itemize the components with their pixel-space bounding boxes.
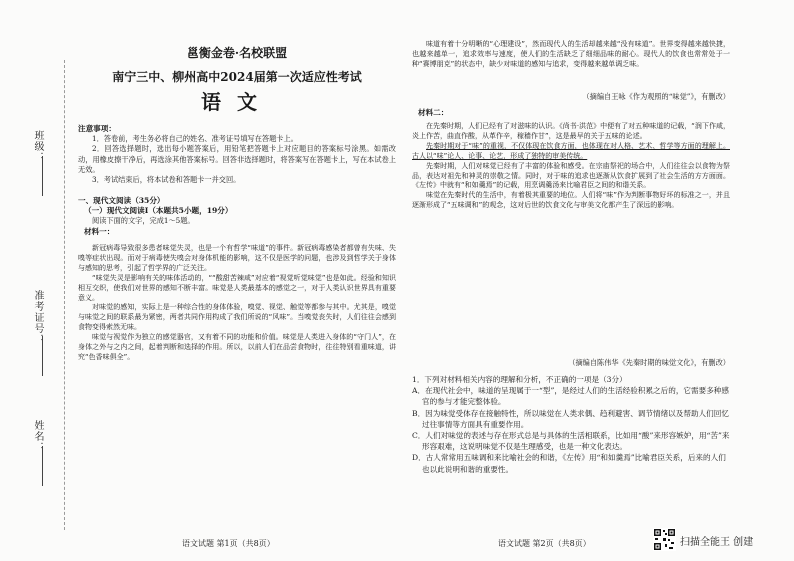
instruction-text: 阅读下面的文字，完成1～5题。 (92, 216, 195, 226)
alliance-title: 邕衡金卷·名校联盟 (186, 46, 288, 60)
option-b: B．因为味觉受体存在接触特性，所以味觉在人类求偶、趋利避害、调节情绪以及帮助人们回忆过往事情等方面具有重要作用。 (412, 408, 729, 429)
paragraph: 味觉在先秦时代的生活中，有着极其重要的地位。人们将“味”作为判断事物好坏的标准之一，并且逐渐形成了“五味调和”的观念，这对后世的饮食文化与审美文化都产生了深远的影响。 (412, 191, 730, 210)
intro-text (412, 40, 730, 70)
notice-item: 2．回答选择题时，选出每小题答案后，用铅笔把答题卡上对应题目的答案标号涂黑。如需改动，用橡皮擦干净后，再选涂其他答案标号。回答非选择题时，将答案写在答题卡上，写在本试卷上无效。 (78, 144, 396, 174)
class-line (42, 156, 43, 196)
paragraph: 先秦时期，人们对味觉已经有了丰富的体验和感受。在宗庙祭祀的场合中，人们往往会以食物为祭品，表达对祖先和神灵的崇敬之情。同时，对于味的追求也逐渐从饮食扩展到了社会生活的方方面面。《左传》中就有“和如羹焉”的记载，用烹调羹汤来比喻君臣之间的和谐关系。 (412, 161, 730, 190)
material-one-label: 材料一： (84, 226, 115, 236)
section-title: 一、现代文阅读（35分） (78, 196, 165, 205)
paragraph: 味觉与视觉作为独立的感觉器官，又有着不同的功能和价值。味觉是人类进入身体的“守门人”，在身体之外与之内之间，起着判断和选择的作用。所以，以前人们在品尝食物时，往往特别看重味道，讲究“色香味俱全”。 (78, 333, 396, 361)
option-a: A．在现代社会中，味道的呈现属于一“型”，是经过人们的生活经验积累之后的，它需要多种感官的参与才能完整体验。 (412, 386, 729, 407)
paragraph: 先秦时期对于“味”的重视，不仅体现在饮食方面，也体现在对人格、艺术、哲学等方面的理解上。古人以“味”论人、论事、论艺，形成了独特的审美传统。 (412, 141, 730, 160)
page-footer-right: 语文试题 第2页（共8页） (498, 539, 591, 548)
material-two-text (412, 122, 730, 211)
scanner-watermark: 扫描全能王 创建 (680, 537, 754, 548)
notice-item: 3．考试结束后，将本试卷和答题卡一并交回。 (92, 175, 241, 185)
name-line (42, 446, 43, 486)
class-label: 班级： (32, 130, 43, 163)
ticket-number-label: 准考证号： (32, 290, 43, 345)
material-two-source: （摘编自陈伟华《先秦时期的味觉文化》，有删改） (568, 358, 730, 367)
option-d: D．古人常常用五味调和来比喻社会的和谐，《左传》用“和如羹焉”比喻君臣关系，后来的人们也以此说明和谐的重要性。 (412, 453, 726, 474)
exam-title: 南宁三中、柳州高中2024届第一次适应性考试 (112, 70, 362, 84)
question-stem: 1．下列对材料相关内容的理解和分析，不正确的一项是（3分） (412, 375, 627, 384)
name-label: 姓名： (32, 420, 43, 453)
subsection-title: （一）现代文阅读Ⅰ（本题共5小题，19分） (84, 206, 233, 216)
notice-item: 1．答卷前，考生务必将自己的姓名、准考证号填写在答题卡上。 (92, 134, 298, 144)
ticket-number-line (42, 336, 43, 376)
intro-source: （摘编自王咏《作为观照的“味觉”》，有删改） (582, 92, 730, 101)
page-footer-left: 语文试题 第1页（共8页） (182, 539, 275, 548)
paragraph: 味道有着十分明晰的“心理建设”，然而现代人的生活却越来越“没有味道”。世界变得越来越快捷，也越来越单一，追求效率与速度，使人们的生活缺乏了细细品味的耐心。现代人的饮食也常常处于一种“赛博朋克”的状态中，缺少对味道的感知与追求，变得越来越单调乏味。 (412, 40, 730, 68)
subject-title: 语文 (201, 90, 273, 114)
paragraph: “味觉失灵是影响有关的味体活动的，““酸甜苦辣咸”对应着“视觉听觉味觉”也是如此。经验和知识相互交织，使我们对世界的感知不断丰富。味觉是人类最基本的感觉之一，对于人类认识世界具有重要意义。 (78, 273, 396, 302)
section-one (78, 196, 396, 237)
notice-section (78, 124, 396, 185)
qr-code-icon (653, 528, 676, 551)
paragraph: 新冠病毒导致很多患者味觉失灵，也是一个有哲学“味道”的事件。新冠病毒感染者都曾有失味、失嗅等症状出现。而对于病毒使失嗅会对身体机能的影响，这不仅是医学的问题，也涉及到哲学关于身体与感知的思考，引起了哲学界的广泛关注。 (78, 244, 396, 272)
material-two-title: 材料二： (418, 108, 449, 117)
question-1 (412, 374, 730, 475)
material-two-label (412, 108, 730, 118)
paragraph: 在先秦时期，人们已经有了对滋味的认识。《尚书·洪范》中便有了对五种味道的记载，“润下作咸，炎上作苦，曲直作酸，从革作辛，稼穑作甘”，这是最早的关于五味的论述。 (412, 122, 730, 140)
paragraph: 对味觉的感知，实际上是一种综合性的身体体验，嗅觉、视觉、触觉等都参与其中。尤其是，嗅觉与味觉之间的联系最为紧密，两者共同作用构成了我们所说的“风味”。当嗅觉丧失时，人们往往会感到食物变得索然无味。 (78, 303, 396, 332)
notice-title: 注意事项： (78, 124, 116, 133)
option-c: C．人们对味觉的表述与存在形式总是与具体的生活相联系，比如用“酸”来形容嫉妒，用“苦”来形容艰难，这说明味觉不仅是生理感受，也是一种文化表达。 (412, 431, 730, 452)
material-one-text (78, 244, 396, 363)
